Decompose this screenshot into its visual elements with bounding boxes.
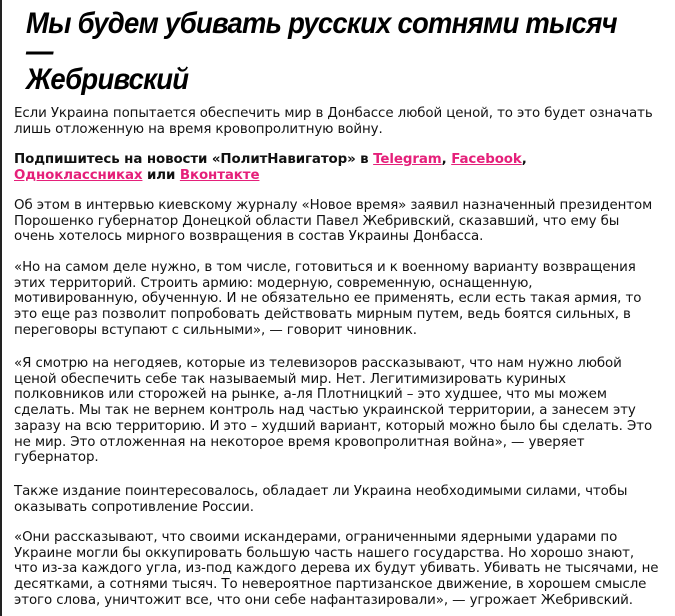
paragraph-2-line: «Но на самом деле нужно, в том числе, готовиться и к военному варианту возвращения xyxy=(14,260,636,275)
paragraph-4 xyxy=(14,484,627,515)
article-title xyxy=(26,7,619,96)
paragraph-3-line: сделать. Мы так не вернем контроль над частью украинской территории, а занесем эту xyxy=(14,403,636,419)
subscribe-or: или xyxy=(142,167,180,183)
paragraph-2-line: переговоры вступают с сильными», — говорит чиновник. xyxy=(14,322,417,338)
article xyxy=(14,0,664,608)
article-title-line-1: Мы будем убивать русских сотнями тысяч — xyxy=(26,7,617,68)
lead-line-2: лишь отложенную на время кровопролитную войну. xyxy=(14,121,383,137)
subscribe-separator-1: , xyxy=(441,152,452,167)
paragraph-5-line: «Они рассказывают, что своими искандерами, ограниченными ядерными ударами по xyxy=(14,530,618,545)
paragraph-3-line: не мир. Это отложенная на некоторое время кровопролитная война», — уверяет xyxy=(14,434,585,450)
vkontakte-link[interactable]: Вконтакте xyxy=(179,167,260,183)
paragraph-3-line: губернатор. xyxy=(14,450,99,466)
paragraph-1 xyxy=(14,198,652,245)
paragraph-5 xyxy=(14,530,658,609)
paragraph-5-line: этого слова, уничтожит все, что они себе нафантазировали», — угрожает Жебривский. xyxy=(14,592,633,608)
subscribe-lead: Подпишитесь на новости «ПолитНавигатор» в xyxy=(14,152,369,167)
odnoklassniki-link[interactable]: Одноклассниках xyxy=(14,167,143,183)
paragraph-2-line: это еще раз позволит попробовать действовать мирным путем, ведь боятся сильных, в xyxy=(14,307,631,323)
subscribe-paragraph xyxy=(14,152,527,183)
paragraph-5-line: Украине могли бы оккупировать большую часть нашего государства. Но хорошо знают, xyxy=(14,545,634,561)
paragraph-5-line: что из-за каждого угла, из-под каждого дерева их будут убивать. Убивать не тысячами, не xyxy=(14,561,659,577)
facebook-link[interactable]: Facebook xyxy=(451,152,522,167)
paragraph-1-line: Порошенко губернатор Донецкой области Павел Жебривский, сказавший, что ему бы xyxy=(14,213,620,229)
paragraph-2-line: мотивированную, обученную. И не обязательно ее применять, если есть такая армия, то xyxy=(14,291,642,307)
paragraph-3-line: ценой обеспечить себе так называемый мир. Нет. Легитимизировать куриных xyxy=(14,371,566,387)
paragraph-3 xyxy=(14,356,652,466)
paragraph-2-line: этих территорий. Строить армию: модерную, современную, оснащенную, xyxy=(14,275,533,291)
paragraph-2 xyxy=(14,260,641,339)
paragraph-3-line: «Я смотрю на негодяев, которые из телевизоров рассказывают, что нам нужно любой xyxy=(14,356,622,371)
paragraph-1-line: Об этом в интервью киевскому журналу «Новое время» заявил назначенный президентом xyxy=(14,198,653,213)
paragraph-4-line: оказывать сопротивление России. xyxy=(14,499,254,515)
article-lead xyxy=(14,106,653,137)
paragraph-4-line: Также издание поинтересовалось, обладает ли Украина необходимыми силами, чтобы xyxy=(14,484,628,499)
paragraph-3-line: заразу на всю территорию. И это – худший вариант, который можно было бы сделать. Это xyxy=(14,418,653,434)
paragraph-1-line: очень хотелось мирного возвращения в состав Украины Донбасса. xyxy=(14,229,484,245)
paragraph-3-line: полковников или сторожей на рынке, а-ля Плотницкий – это худшее, что мы можем xyxy=(14,387,607,403)
left-border xyxy=(0,0,2,616)
article-title-line-2: Жебривский xyxy=(26,63,189,96)
paragraph-5-line: десятками, а сотнями тысяч. То невероятное партизанское движение, в хорошем смысле xyxy=(14,577,647,593)
telegram-link[interactable]: Telegram xyxy=(373,152,442,167)
subscribe-separator-2: , xyxy=(521,152,527,167)
lead-line-1: Если Украина попытается обеспечить мир в Донбассе любой ценой, то это будет означать xyxy=(14,106,653,121)
